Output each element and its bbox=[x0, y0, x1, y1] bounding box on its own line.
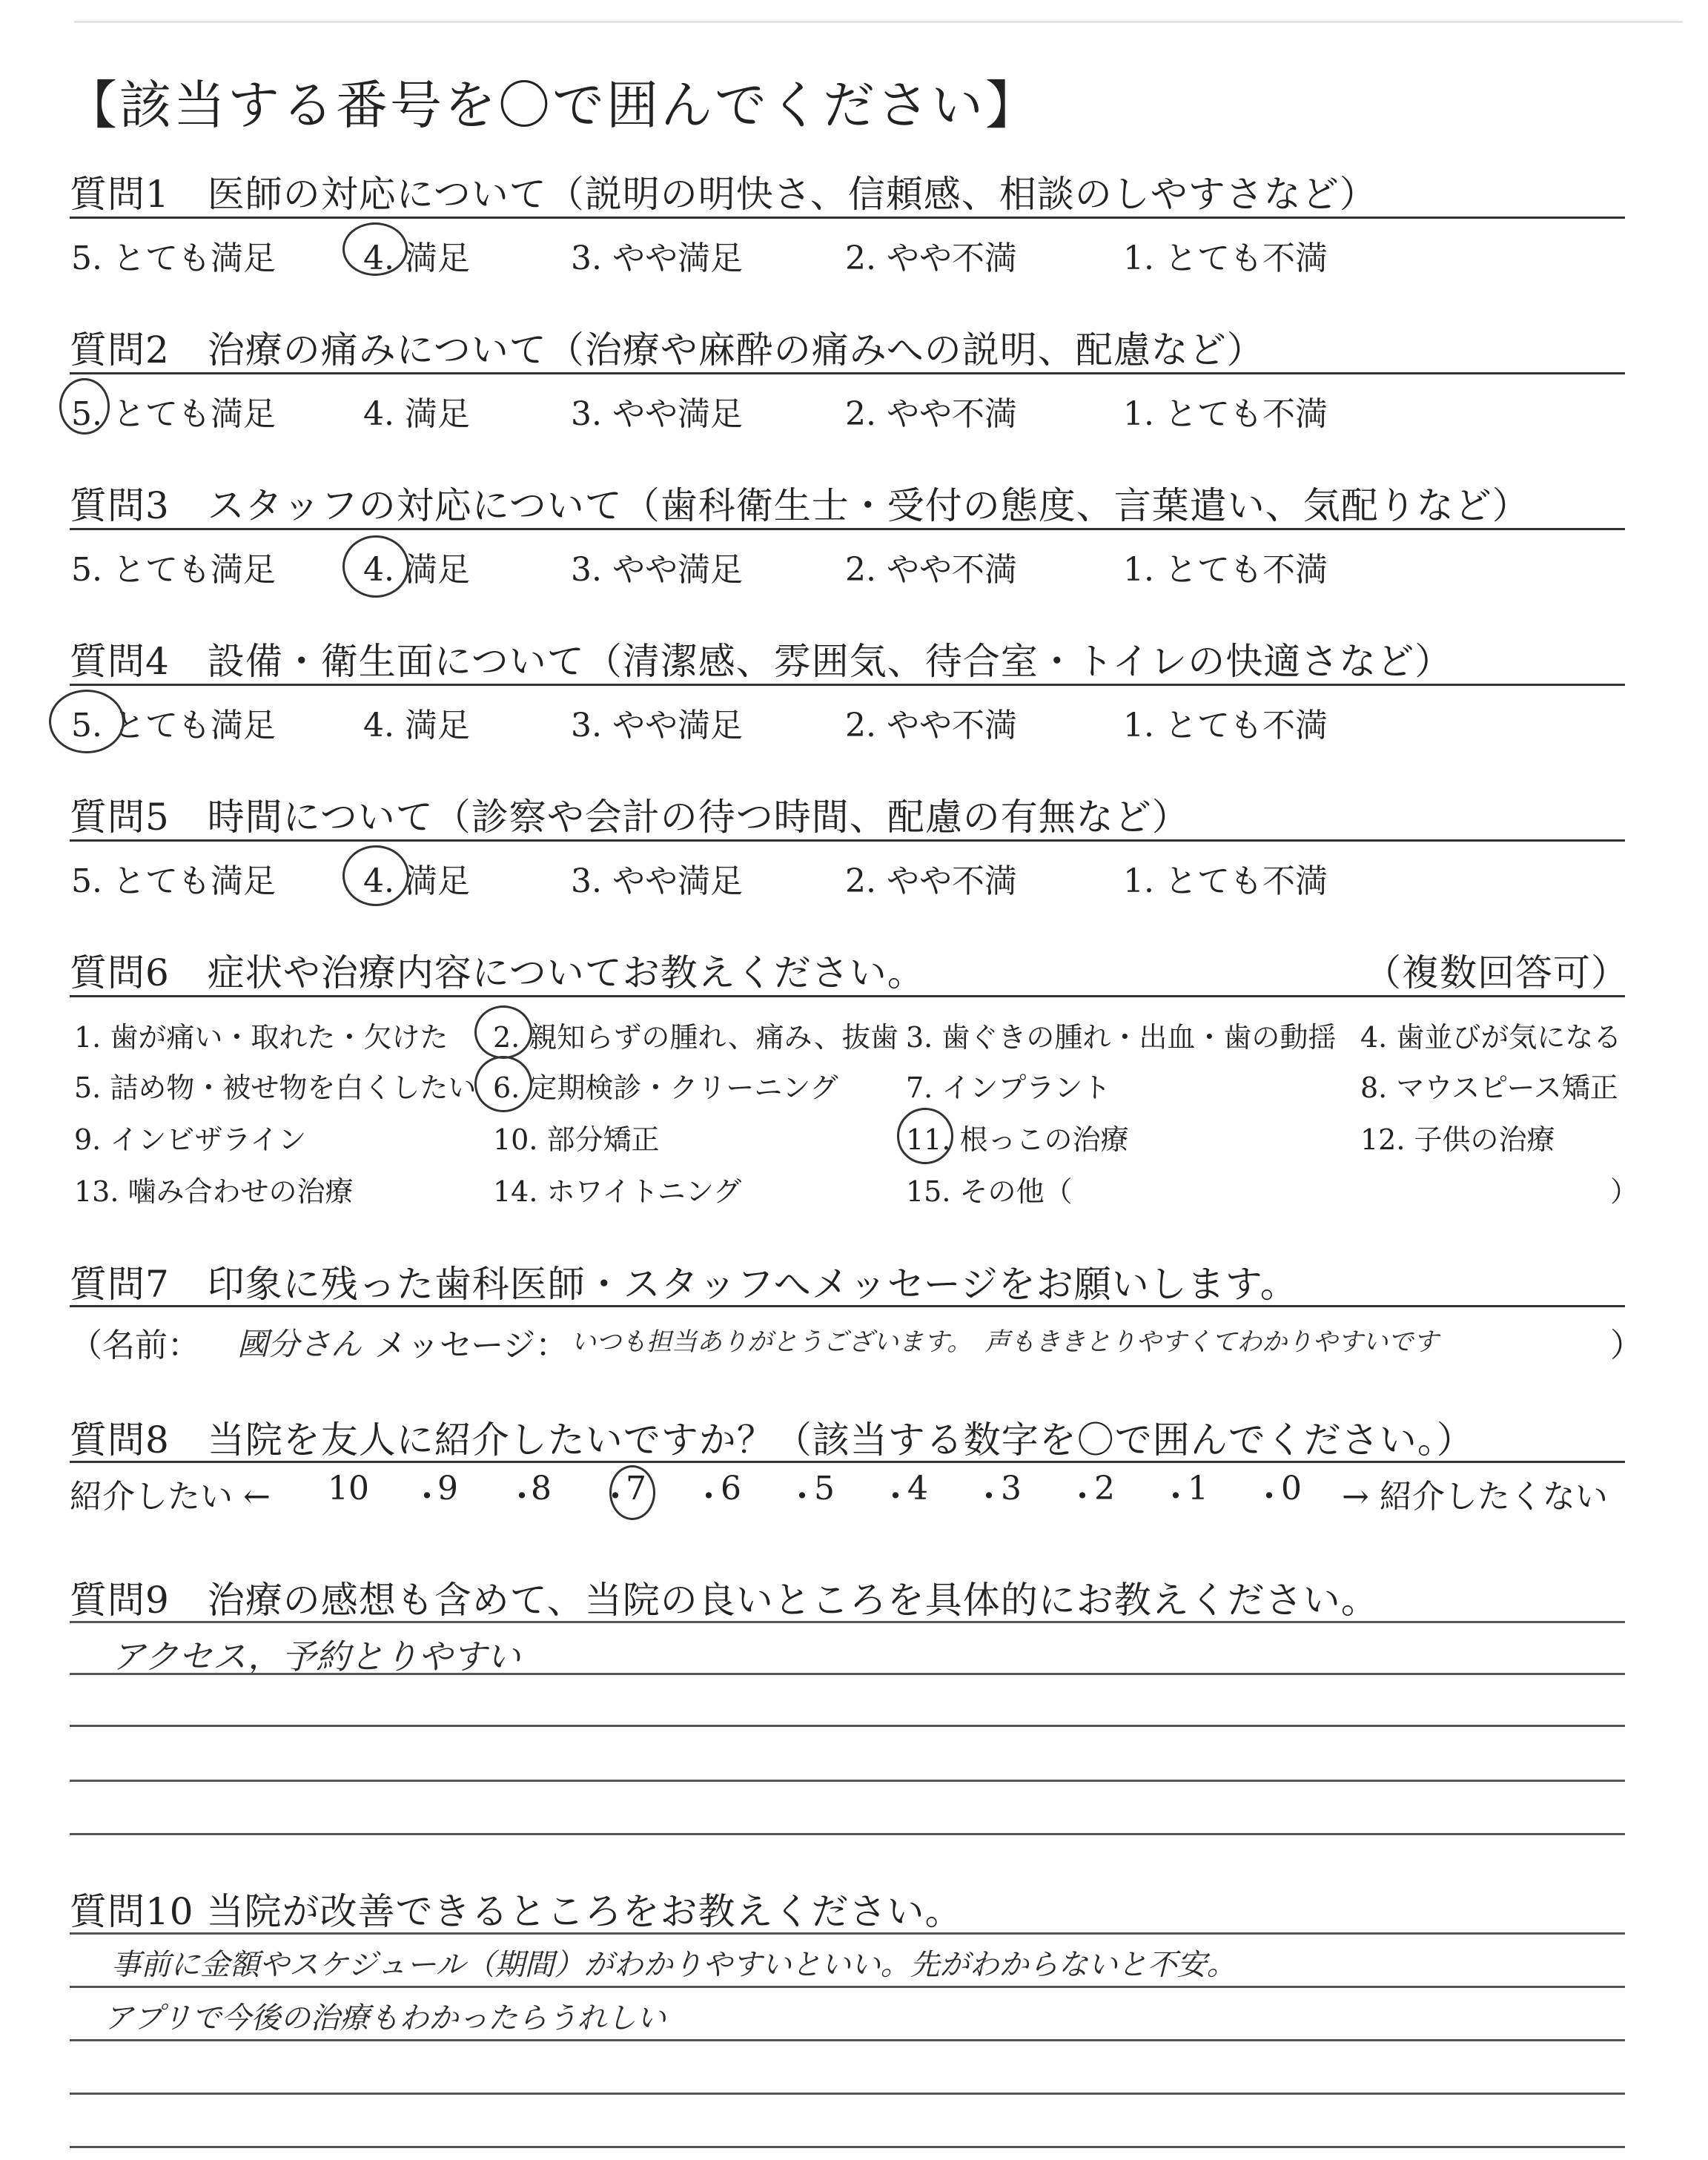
q4-rule bbox=[70, 684, 1625, 686]
q6-option-12[interactable]: 12. 子供の治療 bbox=[1360, 1123, 1555, 1156]
q6-option-11[interactable]: 11. 根っこの治療 bbox=[906, 1123, 1129, 1156]
q1-title: 質問1 医師の対応について（説明の明快さ、信頼感、相談のしやすさなど） bbox=[70, 173, 1377, 216]
q6-multiple-note: （複数回答可） bbox=[1364, 951, 1629, 994]
page-top-edge bbox=[74, 21, 1683, 23]
q6-option-10[interactable]: 10. 部分矯正 bbox=[493, 1123, 660, 1156]
q1-option-1[interactable]: 1. とても不満 bbox=[1123, 240, 1328, 277]
q10-write-line bbox=[70, 1932, 1625, 1935]
q8-number-0[interactable]: 0 bbox=[1281, 1470, 1302, 1507]
q8-number-8[interactable]: 8 bbox=[531, 1470, 552, 1507]
q6-option-13[interactable]: 13. 噛み合わせの治療 bbox=[74, 1175, 354, 1208]
q6-other-close: ） bbox=[1610, 1175, 1639, 1208]
q6-option-9[interactable]: 9. インビザライン bbox=[74, 1123, 307, 1156]
q6-option-8[interactable]: 8. マウスピース矯正 bbox=[1360, 1071, 1618, 1104]
q6-option-15[interactable]: 15. その他（ bbox=[906, 1175, 1073, 1208]
q6-option-2[interactable]: 2. 親知らずの腫れ、痛み、抜歯 bbox=[493, 1021, 898, 1054]
q2-option-3[interactable]: 3. やや満足 bbox=[571, 395, 743, 433]
q8-number-9[interactable]: 9 bbox=[437, 1470, 458, 1507]
q4-option-5[interactable]: 5. とても満足 bbox=[71, 707, 276, 744]
q2-option-5[interactable]: 5. とても満足 bbox=[71, 395, 276, 433]
q8-separator: ・ bbox=[973, 1478, 1005, 1516]
q8-number-2[interactable]: 2 bbox=[1094, 1470, 1115, 1507]
q4-option-1[interactable]: 1. とても不満 bbox=[1123, 707, 1328, 744]
q8-separator: ・ bbox=[879, 1478, 912, 1516]
q5-rule bbox=[70, 839, 1625, 842]
q2-title: 質問2 治療の痛みについて（治療や麻酔の痛みへの説明、配慮など） bbox=[70, 328, 1265, 371]
q6-option-6[interactable]: 6. 定期検診・クリーニング bbox=[493, 1071, 838, 1104]
q3-option-5[interactable]: 5. とても満足 bbox=[71, 551, 276, 589]
q5-selection-circle bbox=[342, 845, 409, 906]
q8-number-5[interactable]: 5 bbox=[814, 1470, 835, 1507]
q8-separator: ・ bbox=[786, 1478, 818, 1516]
q7-title: 質問7 印象に残った歯科医師・スタッフへメッセージをお願いします。 bbox=[70, 1263, 1298, 1306]
q3-option-4[interactable]: 4. 満足 bbox=[363, 551, 470, 589]
q1-rule bbox=[70, 217, 1625, 219]
q8-number-3[interactable]: 3 bbox=[1001, 1470, 1022, 1507]
q8-separator: ・ bbox=[506, 1478, 538, 1516]
q10-answer-line-2[interactable]: アプリで今後の治療もわかったらうれしい bbox=[104, 2001, 666, 2035]
q3-option-1[interactable]: 1. とても不満 bbox=[1123, 551, 1328, 589]
q5-option-5[interactable]: 5. とても満足 bbox=[71, 862, 276, 900]
q7-message-label: メッセージ： bbox=[374, 1327, 569, 1364]
q8-selection-circle bbox=[609, 1465, 655, 1520]
q4-title: 質問4 設備・衛生面について（清潔感、雰囲気、待合室・トイレの快適さなど） bbox=[70, 640, 1453, 683]
q1-option-3[interactable]: 3. やや満足 bbox=[571, 240, 743, 277]
q1-selection-circle bbox=[342, 222, 408, 276]
q8-number-4[interactable]: 4 bbox=[907, 1470, 928, 1507]
q8-separator: ・ bbox=[599, 1478, 632, 1516]
q9-write-line bbox=[70, 1725, 1625, 1727]
q5-title: 質問5 時間について（診察や会計の待つ時間、配慮の有無など） bbox=[70, 796, 1190, 839]
q9-write-line bbox=[70, 1621, 1625, 1623]
q2-option-1[interactable]: 1. とても不満 bbox=[1123, 395, 1328, 433]
q10-title: 質問10 当院が改善できるところをお教えください。 bbox=[70, 1890, 963, 1933]
q8-separator: ・ bbox=[1159, 1478, 1192, 1516]
q6-selection-circle-2 bbox=[474, 1005, 532, 1059]
q3-rule bbox=[70, 528, 1625, 530]
q10-answer-line-1[interactable]: 事前に金額やスケジュール（期間）がわかりやすいといい。先がわからないと不安。 bbox=[111, 1948, 1237, 1982]
q2-option-2[interactable]: 2. やや不満 bbox=[845, 395, 1017, 433]
q6-option-5[interactable]: 5. 詰め物・被せ物を白くしたい bbox=[74, 1071, 477, 1104]
q10-write-line bbox=[70, 1986, 1625, 1988]
q1-option-4[interactable]: 4. 満足 bbox=[363, 240, 470, 277]
q9-write-line bbox=[70, 1833, 1625, 1835]
q9-title: 質問9 治療の感想も含めて、当院の良いところを具体的にお教えください。 bbox=[70, 1579, 1379, 1622]
q10-write-line bbox=[70, 2146, 1625, 2148]
q4-selection-circle bbox=[49, 690, 125, 753]
q8-left-label: 紹介したい ← bbox=[70, 1478, 271, 1516]
q7-message-value[interactable]: いつも担当ありがとうございます。 声もききとりやすくてわかりやすいです bbox=[571, 1327, 1439, 1357]
q3-selection-circle bbox=[342, 535, 409, 598]
q9-answer[interactable]: アクセス，予約とりやすい bbox=[111, 1636, 520, 1677]
q6-option-4[interactable]: 4. 歯並びが気になる bbox=[1360, 1021, 1622, 1054]
q6-rule bbox=[70, 995, 1625, 997]
q4-option-4[interactable]: 4. 満足 bbox=[363, 707, 470, 744]
q6-option-3[interactable]: 3. 歯ぐきの腫れ・出血・歯の動揺 bbox=[906, 1021, 1337, 1054]
q3-option-3[interactable]: 3. やや満足 bbox=[571, 551, 743, 589]
q8-title: 質問8 当院を友人に紹介したいですか？（該当する数字を〇で囲んでください。） bbox=[70, 1418, 1474, 1462]
q2-selection-circle bbox=[59, 378, 110, 435]
q8-rule bbox=[70, 1461, 1625, 1463]
q3-title: 質問3 スタッフの対応について（歯科衛生士・受付の態度、言葉遣い、気配りなど） bbox=[70, 484, 1530, 527]
page-title: 【該当する番号を〇で囲んでください】 bbox=[65, 75, 1039, 136]
q4-option-3[interactable]: 3. やや満足 bbox=[571, 707, 743, 744]
q2-rule bbox=[70, 372, 1625, 374]
q4-option-2[interactable]: 2. やや不満 bbox=[845, 707, 1017, 744]
q5-option-4[interactable]: 4. 満足 bbox=[363, 862, 470, 900]
q7-close: ） bbox=[1610, 1327, 1643, 1364]
q6-option-14[interactable]: 14. ホワイトニング bbox=[493, 1175, 742, 1208]
q8-number-1[interactable]: 1 bbox=[1188, 1470, 1208, 1507]
q8-separator: ・ bbox=[1066, 1478, 1099, 1516]
q2-option-4[interactable]: 4. 満足 bbox=[363, 395, 470, 433]
q1-option-5[interactable]: 5. とても満足 bbox=[71, 240, 276, 277]
q5-option-3[interactable]: 3. やや満足 bbox=[571, 862, 743, 900]
q3-option-2[interactable]: 2. やや不満 bbox=[845, 551, 1017, 589]
q8-number-7[interactable]: 7 bbox=[626, 1470, 646, 1507]
q8-separator: ・ bbox=[1253, 1478, 1285, 1516]
q8-right-label: → 紹介したくない bbox=[1342, 1478, 1608, 1516]
q8-number-10[interactable]: 10 bbox=[328, 1470, 369, 1507]
q7-name-label: （名前： bbox=[70, 1327, 200, 1364]
q6-selection-circle-11 bbox=[897, 1108, 953, 1164]
q9-write-line bbox=[70, 1780, 1625, 1782]
q7-name-value[interactable]: 國分さん bbox=[237, 1326, 363, 1362]
q10-write-line bbox=[70, 2039, 1625, 2041]
q6-title: 質問6 症状や治療内容についてお教えください。 bbox=[70, 951, 925, 994]
q5-option-1[interactable]: 1. とても不満 bbox=[1123, 862, 1328, 900]
q7-rule bbox=[70, 1305, 1625, 1307]
q6-selection-circle-6 bbox=[474, 1056, 532, 1112]
q6-option-7[interactable]: 7. インプラント bbox=[906, 1071, 1111, 1104]
q10-write-line bbox=[70, 2093, 1625, 2095]
q8-separator: ・ bbox=[411, 1478, 443, 1516]
q8-number-6[interactable]: 6 bbox=[721, 1470, 741, 1507]
q5-option-2[interactable]: 2. やや不満 bbox=[845, 862, 1017, 900]
q9-write-line bbox=[70, 1673, 1625, 1675]
q8-separator: ・ bbox=[692, 1478, 725, 1516]
q6-option-1[interactable]: 1. 歯が痛い・取れた・欠けた bbox=[74, 1021, 448, 1054]
q1-option-2[interactable]: 2. やや不満 bbox=[845, 240, 1017, 277]
